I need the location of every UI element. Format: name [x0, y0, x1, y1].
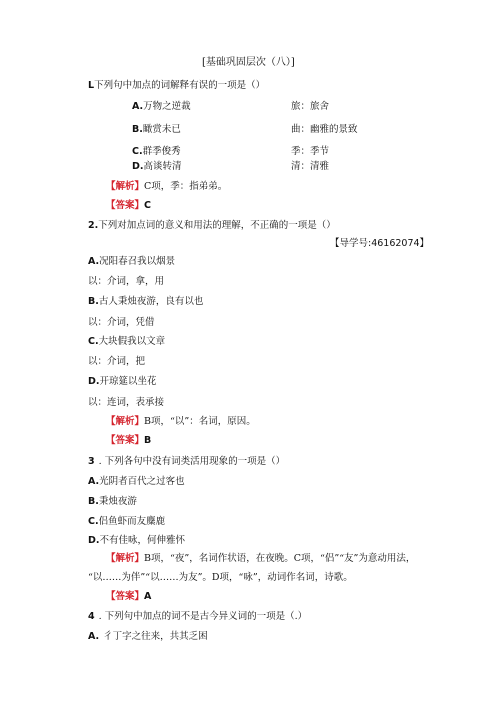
option-label: D.: [88, 376, 100, 387]
q1-option-b-note: 曲：幽雅的景致: [291, 124, 358, 135]
q4-option-a: [88, 631, 208, 643]
q1-option-d: [132, 161, 182, 173]
q3-analysis: [106, 553, 415, 565]
answer-text: C: [144, 200, 151, 211]
q1-option-c: [132, 146, 181, 158]
option-text: 群季俊秀: [142, 146, 181, 157]
option-text: 瞰赏未已: [142, 124, 181, 135]
q3-option-c: [88, 516, 165, 528]
option-text: 古人秉烛夜游，良有以也: [98, 296, 204, 307]
option-label: B.: [132, 124, 143, 135]
q3-option-a: [88, 476, 185, 488]
q2-option-c-note: 以：介词，把: [88, 356, 146, 367]
option-label: B.: [88, 496, 99, 507]
option-label: A.: [88, 256, 100, 267]
option-text: 高谈转清: [143, 161, 182, 172]
q3-analysis-continued: “以……为伴”“以……为友”。D项，“咏”，动词作名词，诗歌。: [88, 572, 353, 583]
option-label: C.: [88, 336, 99, 347]
answer-text: A: [144, 591, 152, 602]
q1-analysis: [106, 181, 227, 193]
q2-answer: [106, 435, 151, 447]
option-label: B.: [88, 296, 99, 307]
q2-analysis: [106, 416, 256, 428]
analysis-text: C项，季：指弟弟。: [144, 181, 228, 192]
option-text: 秉烛夜游: [98, 496, 137, 507]
option-label: C.: [88, 516, 99, 527]
option-label: A.: [132, 101, 144, 112]
q2-option-a-note: 以：介词，拿，用: [88, 276, 165, 287]
analysis-tag: 【解析】: [106, 181, 145, 192]
analysis-tag: 【解析】: [106, 553, 145, 564]
question-4-number: 4: [88, 611, 95, 622]
q1-option-c-note: 季：季节: [291, 146, 330, 157]
section-title: [基础巩固层次（八）]: [202, 57, 295, 68]
analysis-text: B项，“以”：名词，原因。: [144, 416, 256, 427]
question-2-text: 下列对加点词的意义和用法的理解，不正确的一项是（）: [98, 220, 336, 231]
option-label: A.: [88, 476, 100, 487]
answer-tag: 【答案】: [106, 200, 145, 211]
q3-answer: [106, 591, 151, 603]
answer-tag: 【答案】: [106, 435, 145, 446]
question-2-stem: [88, 220, 336, 232]
q2-option-d: [88, 376, 157, 388]
question-1-number: L: [88, 80, 95, 91]
analysis-text: B项，“夜”，名词作状语，在夜晚。C项，“侣”“友”为意动用法，: [144, 553, 416, 564]
question-4-stem: [88, 611, 307, 623]
answer-text: B: [144, 435, 152, 446]
question-4-text: . 下列句中加点的词不是古今异义词的一项是（.）: [98, 611, 308, 622]
question-3-stem: [88, 456, 285, 468]
option-text: 万物之逆裁: [143, 101, 191, 112]
option-label: C.: [132, 146, 143, 157]
q2-option-c: [88, 336, 165, 348]
q3-option-b: [88, 496, 137, 508]
q1-option-a: [132, 101, 191, 113]
question-3-text: . 下列各句中没有词类活用现象的一项是（）: [98, 456, 286, 467]
question-3-number: 3: [88, 456, 95, 467]
option-text: 不有佳咏，何伸雅怀: [99, 535, 186, 546]
option-text: 侣鱼虾而友麋鹿: [98, 516, 166, 527]
answer-tag: 【答案】: [106, 591, 145, 602]
question-1-stem: [88, 80, 265, 92]
q1-answer: [106, 200, 151, 212]
q1-option-a-note: 旅：旅舍: [291, 101, 330, 112]
q1-option-b: [132, 124, 181, 136]
option-text: 彳丁字之往来，共其乏困: [103, 631, 208, 642]
option-label: A.: [88, 631, 100, 642]
q2-option-b: [88, 296, 203, 308]
option-text: 况阳春召我以烟景: [99, 256, 176, 267]
option-label: D.: [88, 535, 100, 546]
guide-reference: 【导学号:46162074】: [330, 238, 430, 249]
analysis-tag: 【解析】: [106, 416, 145, 427]
question-2-number: 2.: [88, 220, 99, 231]
option-text: 光阴者百代之过客也: [99, 476, 185, 487]
option-text: 开琼筵以坐花: [99, 376, 157, 387]
q1-option-d-note: 清：清雅: [291, 161, 330, 172]
q2-option-d-note: 以：连词，表承接: [88, 397, 165, 408]
q3-option-d: [88, 535, 185, 547]
question-1-text: 下列句中加点的词解释有误的一项是（）: [94, 80, 266, 91]
option-label: D.: [132, 161, 144, 172]
option-text: 大块假我以文章: [98, 336, 166, 347]
q2-option-a: [88, 256, 175, 268]
q2-option-b-note: 以：介词，凭借: [88, 317, 155, 328]
